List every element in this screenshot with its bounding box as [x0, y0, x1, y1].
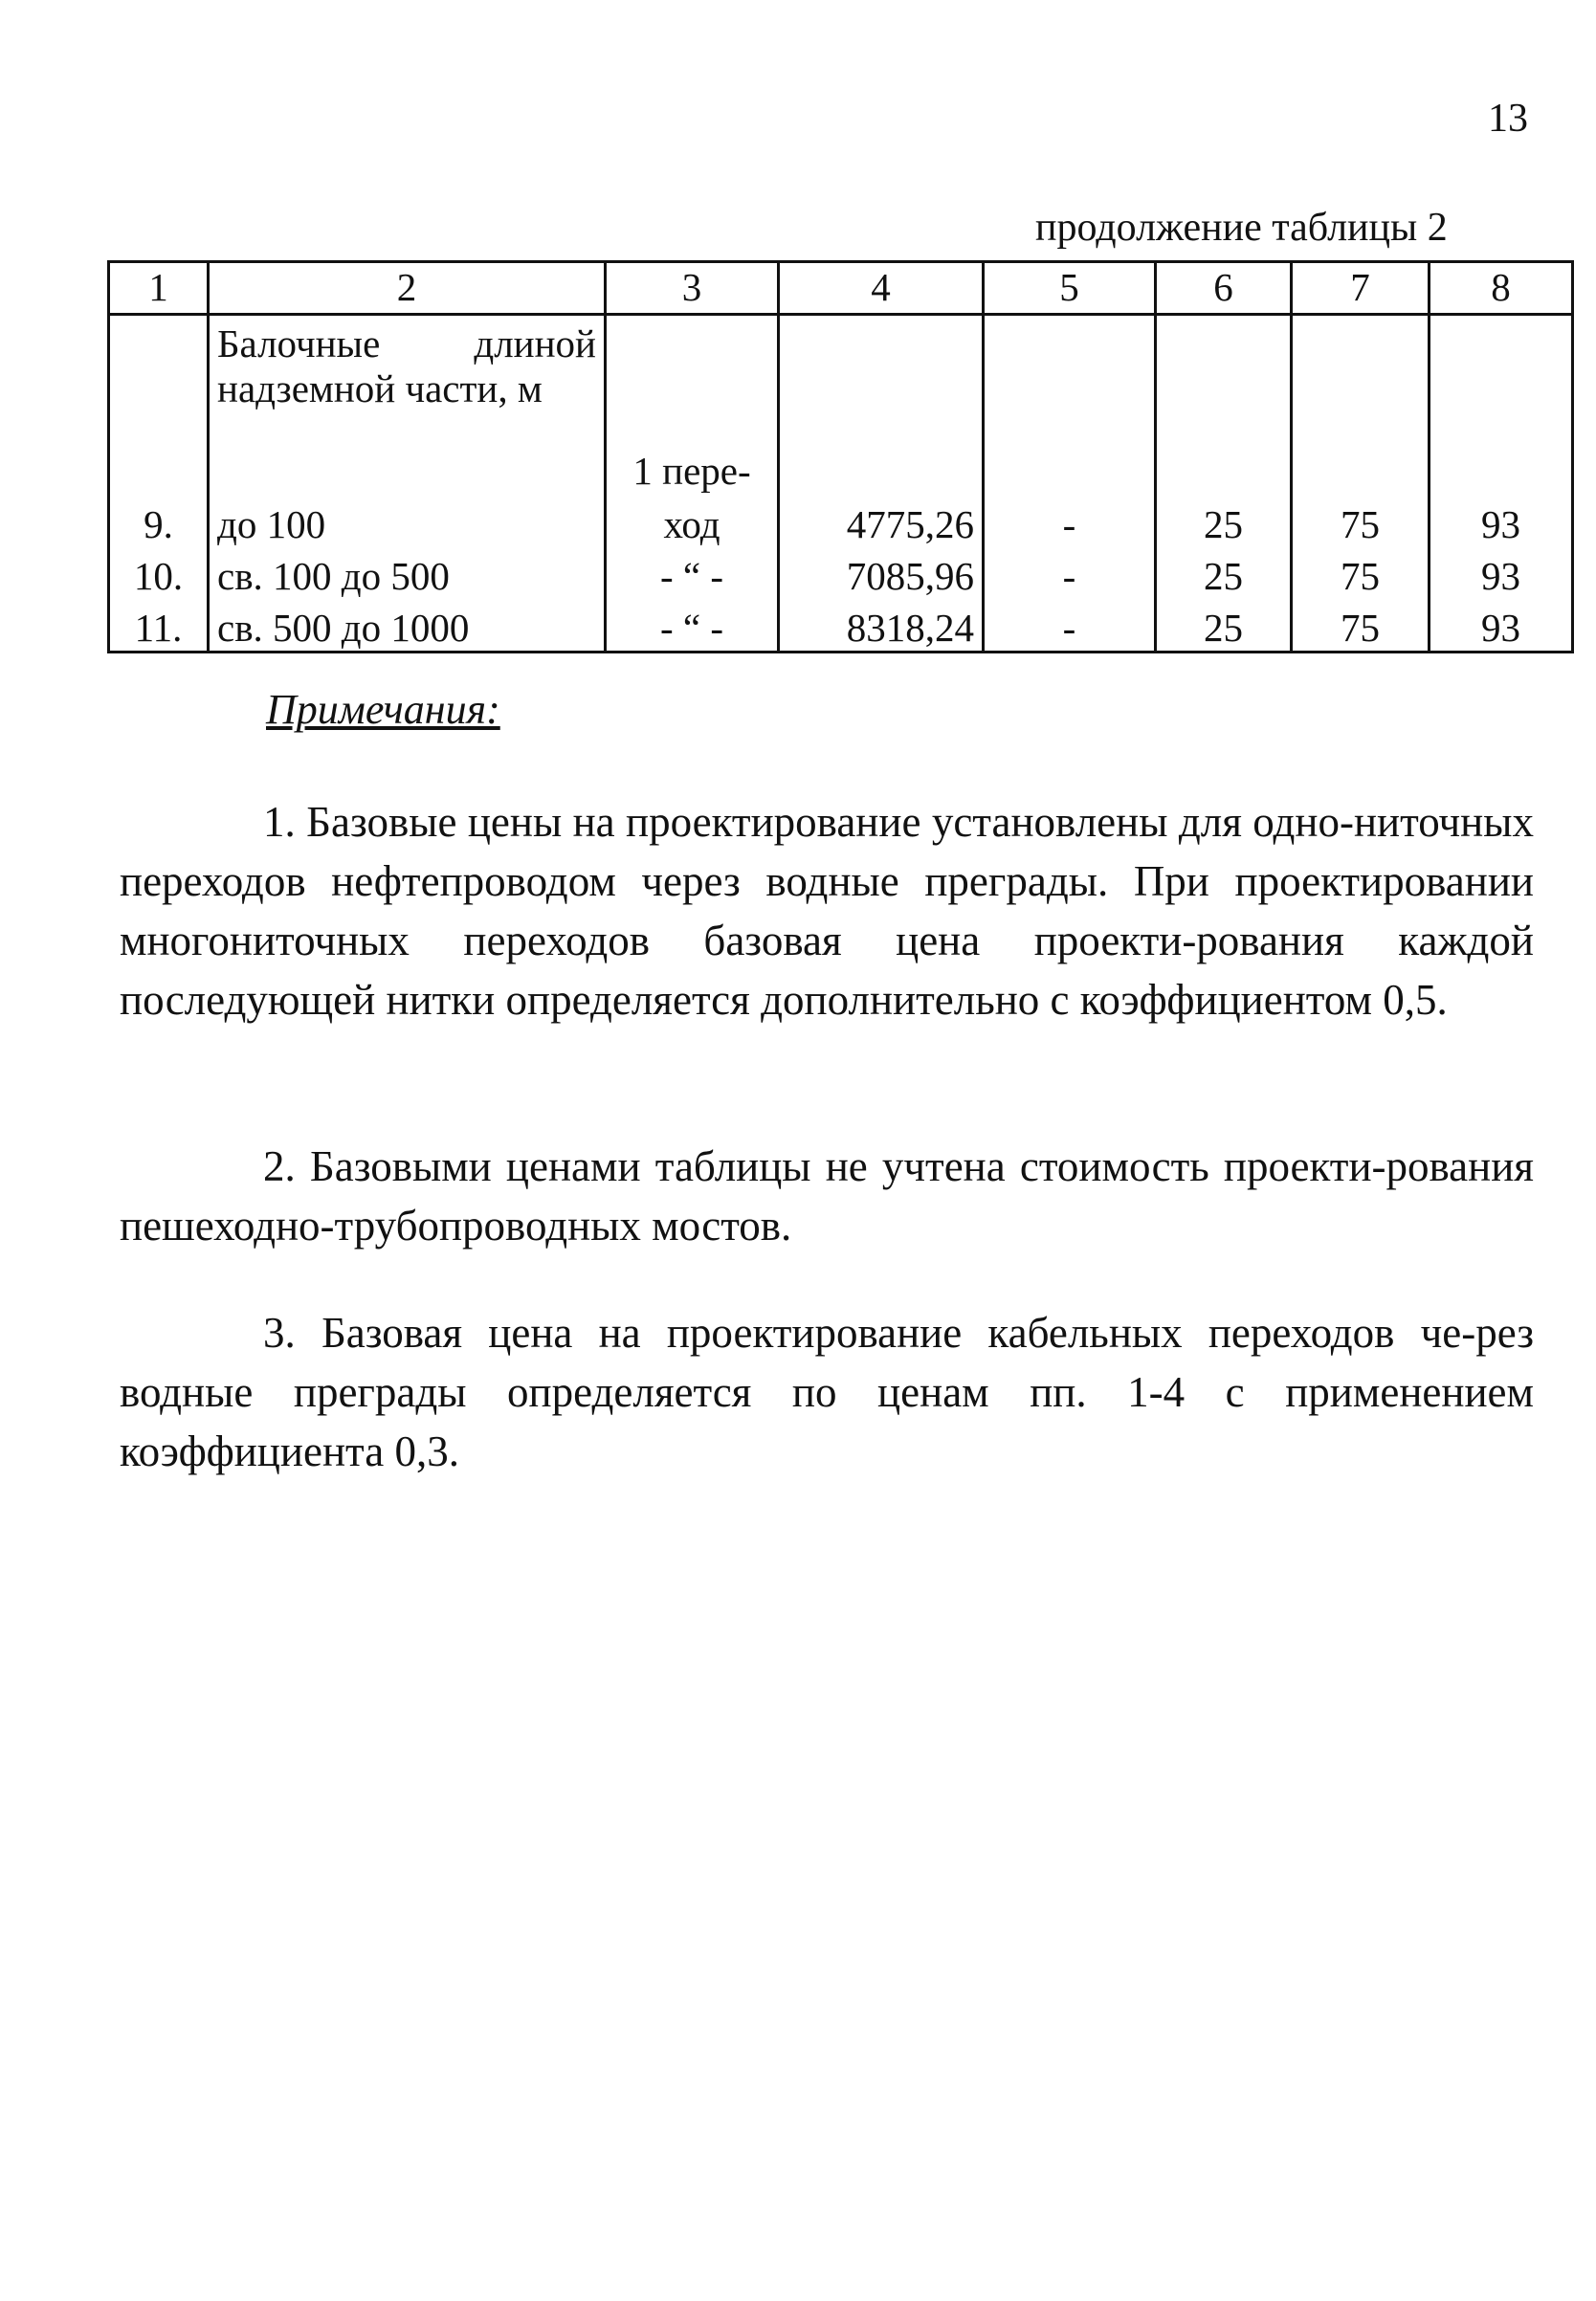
row-unit: - “ - [606, 547, 779, 599]
table-cell [779, 315, 984, 497]
table-row [109, 315, 1573, 497]
row-col-6: 25 [1156, 599, 1292, 653]
row-name: св. 100 до 500 [209, 547, 606, 599]
table-cell [109, 315, 209, 497]
row-col-5: - [984, 599, 1156, 653]
row-name: св. 500 до 1000 [209, 599, 606, 653]
table-cell [1292, 315, 1430, 497]
group-label-line-2: надземной части, м [217, 366, 543, 411]
row-col-7: 75 [1292, 496, 1430, 547]
header-col-4: 4 [779, 262, 984, 315]
unit-line-1: 1 пере- [632, 448, 751, 493]
price-table [107, 260, 1574, 653]
table-row [109, 496, 1573, 547]
row-col-7: 75 [1292, 599, 1430, 653]
row-col-6: 25 [1156, 547, 1292, 599]
header-col-6: 6 [1156, 262, 1292, 315]
row-col-5: - [984, 547, 1156, 599]
row-col-8: 93 [1430, 547, 1573, 599]
note-2: 2. Базовыми ценами таблицы не учтена стоимость проекти-рования пешеходно-трубопроводных мостов. [120, 1142, 1534, 1250]
header-col-7: 7 [1292, 262, 1430, 315]
header-col-8: 8 [1430, 262, 1573, 315]
row-unit: ход [606, 496, 779, 547]
row-price: 4775,26 [779, 496, 984, 547]
row-price: 7085,96 [779, 547, 984, 599]
row-number: 10. [109, 547, 209, 599]
row-name: до 100 [209, 496, 606, 547]
row-col-7: 75 [1292, 547, 1430, 599]
page-number: 13 [1488, 97, 1528, 141]
group-label-line-1: Балочные длиной [217, 321, 596, 365]
header-col-3: 3 [606, 262, 779, 315]
row-unit: - “ - [606, 599, 779, 653]
table-header-row [109, 262, 1573, 315]
table-row [109, 599, 1573, 653]
header-col-5: 5 [984, 262, 1156, 315]
note-1: 1. Базовые цены на проектирование установлены для одно-ниточных переходов нефтепроводом через водные преграды. При проектировании многониточных переходов базовая цена проекти-рования каждой последующей нитки определяется дополнительно с коэффициентом 0,5. [120, 798, 1534, 1024]
row-col-6: 25 [1156, 496, 1292, 547]
table-row [109, 547, 1573, 599]
row-price: 8318,24 [779, 599, 984, 653]
row-col-8: 93 [1430, 599, 1573, 653]
table-cell [1430, 315, 1573, 497]
note-3: 3. Базовая цена на проектирование кабельных переходов че-рез водные преграды определяется по ценам пп. 1-4 с применением коэффициента 0,3. [120, 1309, 1534, 1475]
row-number: 9. [109, 496, 209, 547]
table-cell [984, 315, 1156, 497]
group-label-cell [209, 315, 606, 497]
unit-cell [606, 315, 779, 497]
table-cell [1156, 315, 1292, 497]
row-number: 11. [109, 599, 209, 653]
header-col-1: 1 [109, 262, 209, 315]
row-col-8: 93 [1430, 496, 1573, 547]
header-col-2: 2 [209, 262, 606, 315]
notes-title: Примечания: [266, 686, 500, 733]
table-caption: продолжение таблицы 2 [1035, 206, 1448, 250]
row-col-5: - [984, 496, 1156, 547]
